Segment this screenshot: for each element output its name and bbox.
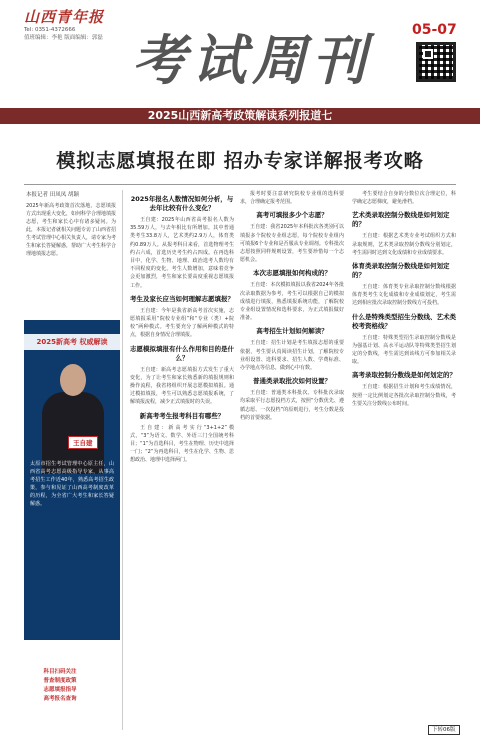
contact-info — [24, 26, 144, 42]
tel-line: Tel: 0351-4372666 — [24, 27, 76, 33]
body-paragraph: 报考时要注意研究院校专业组的选科要求，合理确定报考范围。 — [240, 191, 344, 206]
qr-code-icon — [416, 42, 456, 82]
lead-paragraph: 2025年新高考政策首次落地，志愿填报方式出现重大变化，如何科学合理地填报志愿，考生和家长心中有诸多疑问。为此，本报记者就相关问题专访了山西省招生考试管理中心相关负责人，请专家为考生和家长答疑解惑，帮助广大考生科学合理地填报志愿。 — [26, 203, 117, 257]
editor-line: 值班编辑：李艳 版面编辑：郭磊 — [24, 35, 103, 41]
photo-banner: 2025新高考 权威解读 — [24, 334, 120, 350]
article-column-3 — [352, 190, 456, 409]
qr-hint-list — [20, 668, 100, 704]
article-column-1 — [130, 190, 234, 466]
section-title: 考试周刊 — [132, 28, 372, 92]
section-heading: 什么是特殊类型招生分数线、艺术类校考资格线？ — [352, 312, 456, 330]
section-heading: 考生及家长应当如何理解志愿填报？ — [130, 294, 234, 303]
body-paragraph: 考生要结合自身的分数位次合理定位，科学确定志愿梯度，避免滑档。 — [352, 191, 456, 206]
section-heading: 艺术类录取控制分数线是如何划定的？ — [352, 211, 450, 229]
series-banner-text: 2025山西新高考政策解读系列报道七 — [147, 109, 333, 122]
section-heading: 高考可填报多少个志愿？ — [256, 211, 328, 220]
body-paragraph: 王自建：新高考实行“3+1+2”模式，“3”为语文、数学、外语三门全国统考科目；“1”为首选科目，考生在物理、历史中选择一门；“2”为再选科目，考生在化学、生物、思想政治、地理中选择两门。 — [130, 424, 234, 464]
continued-note: 下转06版 — [428, 725, 460, 735]
body-paragraph: 王自建：本次模拟填报以我省2024年各批次录取数据为参考，考生可以根据自己的模拟成绩进行填报，熟悉填报系统功能，了解院校专业组设置情况和选科要求，为正式填报做好准备。 — [240, 282, 344, 322]
section-heading: 普通类录取批次如何设置？ — [253, 377, 331, 386]
section-heading: 高考招生计划如何解读？ — [256, 327, 328, 336]
article-headline: 模拟志愿填报在即 招办专家详解报考攻略 — [56, 150, 424, 172]
expert-bio: 太原市招生考试管理中心原主任，山西省高考志愿高级指导专家，从事高考招生工作近40年，熟悉高考招生政策，参与和见证了山西高考制度改革的历程，为全省广大考生和家长答疑解惑。 — [30, 461, 114, 507]
body-paragraph: 王自建：体育类专业录取控制分数线根据体育类考生文化成绩和专业成绩划定，考生需达到相应批次录取控制分数线方可投档。 — [352, 284, 456, 307]
section-heading: 高考录取控制分数线是如何划定的？ — [352, 371, 456, 380]
body-paragraph: 王自建：招生计划是考生填报志愿的重要依据，考生要认真阅读招生计划，了解院校专业组设置、选科要求、招生人数、学费标准、办学地点等信息，做到心中有数。 — [240, 340, 344, 372]
masthead — [0, 0, 480, 100]
expert-portrait — [42, 364, 104, 474]
body-paragraph: 王自建：普通类本科批次、专科批次录取均采取平行志愿投档方式，按照“分数优先、遵循志愿、一次投档”的原则进行，考生分数是投档的首要依据。 — [240, 390, 344, 421]
expert-photo-panel — [24, 320, 120, 640]
divider — [24, 184, 456, 185]
section-heading: 新高考考生报考科目有哪些？ — [139, 411, 225, 420]
body-paragraph: 王自建：特殊类型招生录取控制分数线是为强基计划、高水平运动队等特殊类型招生划定的分数线，考生需达到该线方可参加相关录取。 — [352, 334, 456, 366]
body-paragraph: 王自建：根据招生计划和考生成绩情况，按照一定比例划定各批次录取控制分数线，考生要关注分数线公布时间。 — [352, 384, 456, 407]
byline: 本报记者 田凤凤 胡颖 — [26, 192, 79, 198]
series-banner — [0, 108, 480, 124]
qr-hint: 科目扫码关注 — [43, 669, 77, 675]
body-paragraph: 王自建：今年是我省新高考首次实施，志愿填报采用“院校专业组”和“专业（类）+院校”两种模式。考生要充分了解两种模式的特点，根据自身情况合理填报。 — [130, 307, 234, 339]
column-divider — [122, 190, 123, 730]
paper-name-logo: 山西青年报 — [24, 8, 105, 26]
section-heading: 体育类录取控制分数线是如何划定的？ — [352, 262, 450, 280]
section-heading: 本次志愿填报如何构成的？ — [253, 269, 331, 278]
body-paragraph: 王自建：我省2025年本科批次各类别可以填报多个院校专业组志愿，每个院校专业组内可填报6个专业和是否服从专业调剂。专科批次志愿按照同样规则设置，考生要珍惜每一个志愿机会。 — [240, 224, 344, 264]
qr-hint: 志愿填报指导 — [43, 687, 77, 693]
qr-hint: 普查制度政策 — [43, 678, 77, 684]
article-column-2 — [240, 190, 344, 423]
section-heading: 2025年报名人数情况如何分析，与去年比较有什么变化？ — [130, 195, 234, 212]
body-paragraph: 王自建：新高考志愿填报方式发生了重大变化，为了让考生和家长熟悉新的填报规则和操作流程，我省将组织开展志愿模拟填报。通过模拟填报，考生可以熟悉志愿填报系统，了解填报流程，减少正式填报时的失误。 — [130, 366, 234, 406]
issue-date: 05-07 — [412, 22, 457, 38]
qr-hint: 高考报名查询 — [43, 696, 77, 702]
expert-name-tag: 王自建 — [68, 436, 98, 449]
body-paragraph: 王自建：根据艺术类专业考试组织方式和录取规则，艺术类录取控制分数线分别划定，考生需同时达到文化成绩和专业成绩要求。 — [352, 233, 456, 256]
section-heading: 志愿模拟填报有什么作用和目的是什么？ — [130, 344, 234, 362]
body-paragraph: 王自建：2025年山西省高考报名人数为35.59万人，与去年相比有所增加。其中普通类考生33.8万人，艺术类约2.9万人，体育类约0.89万人。从报考科目来看，首选物理考生约占六成，首选历史考生约占四成。在再选科目中，化学、生物、地理、政治选考人数均有不同程度的变化。考生人数增加，意味着竞争会更加激烈，考生和家长要高度重视志愿填报工作。 — [130, 217, 234, 289]
